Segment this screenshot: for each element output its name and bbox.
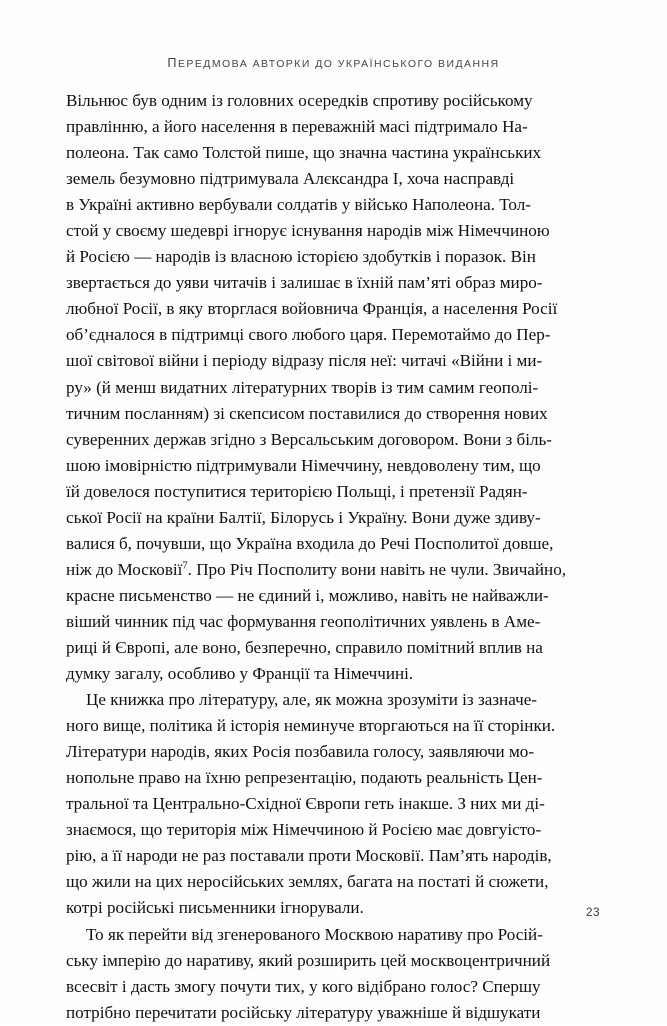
text-line: віший чинник під час формування геополітичних уявлень в Аме- [66,611,541,631]
text-line: Літератури народів, яких Росія позбавила голосу, заявляючи мо- [66,742,535,762]
text-line: валися б, почувши, що Україна входила до Речі Посполитої довше, [66,533,554,553]
paragraph [66,922,600,1026]
text-line: думку загалу, особливо у Франції та Німеччині. [66,664,414,684]
body-text-block [66,88,600,1026]
text-line: що жили на цих неросійських землях, багата на постаті й сюжети, [66,872,549,892]
text-line: всесвіт і дасть змогу почути тих, у кого відібрано голос? Спершу [66,976,541,996]
text-line: котрі російські письменники ігнорували. [66,898,364,918]
text-line: шою імовірністю підтримували Німеччину, невдоволену тим, що [66,455,541,475]
text-line: ської Росії на країни Балтії, Білорусь і Україну. Вони дуже здиву- [66,507,541,527]
text-line: любної Росії, в яку вторглася войовнича Франція, а населення Росії [66,299,558,319]
text-line: стой у своєму шедеврі ігнорує існування народів між Німеччиною [66,221,550,241]
text-line: потрібно перечитати російську літературу уважніше й відшукати [66,1002,541,1022]
text-line: Вільнюс був одним із головних осередків спротиву російському [66,91,533,110]
text-line: Це книжка про літературу, але, як можна зрозуміти із зазначе- [86,690,537,710]
text-line: тральної та Центрально-Східної Європи геть інакше. З них ми ді- [66,794,545,814]
header-initial: П [167,56,178,70]
paragraph [66,88,600,687]
text-line: суверенних держав згідно з Версальським договором. Вони з біль- [66,429,552,449]
running-header: ПЕРЕДМОВА АВТОРКИ ДО УКРАЇНСЬКОГО ВИДАННЯ [167,56,500,70]
text-line: об’єдналося в підтримці свого любого царя. Перемотаймо до Пер- [66,325,551,345]
text-line: й Росією — народів із власною історією здобутків і поразок. Він [66,247,536,267]
text-line: звертається до уяви читачів і залишає в їхній пам’яті образ миро- [66,273,543,293]
text-line: їй довелося поступитися територією Польщі, і претензії Радян- [66,481,528,501]
paragraph [66,687,600,921]
footnote-marker[interactable]: 7 [182,560,188,572]
text-line: шої світової війни і періоду відразу після неї: читачі «Війни і ми- [66,351,543,371]
text-line: ніж до Московії$^7$. Про Річ Посполиту вони навіть не чули. Звичайно, [66,559,567,579]
page-number: 23 [585,905,600,919]
text-line: знаємося, що територія між Німеччиною й Росією має довгуісто- [66,820,542,840]
text-line: тичним посланням) зі скепсисом поставилися до створення нових [66,403,548,423]
text-line: в Україні активно вербували солдатів у військо Наполеона. Тол- [66,195,531,215]
text-line: ру» (й менш видатних літературних творів із тим самим геополі- [66,377,539,397]
text-line: полеона. Так само Толстой пише, що значна частина українських [66,143,542,163]
text-line: ного вище, політика й історія неминуче вторгаються на її сторінки. [66,716,556,736]
text-line: красне письменство — не єдиний і, можливо, навіть не найважли- [66,585,549,605]
text-line: ську імперію до наративу, який розширить цей москвоцентричний [66,950,551,970]
text-line: земель безумовно підтримувала Алєксандра I, хоча насправді [66,169,515,189]
text-line: нопольне право на їхню репрезентацію, подають реальність Цен- [66,768,543,788]
text-line: рію, а її народи не раз поставали проти Московії. Пам’ять народів, [66,846,552,866]
text-line: То як перейти від згенерованого Москвою наративу про Росій- [86,924,543,944]
text-line: правлінню, а його населення в переважній масі підтримало На- [66,117,528,137]
text-line: риці й Європі, але воно, безперечно, справило помітний вплив на [66,637,543,657]
